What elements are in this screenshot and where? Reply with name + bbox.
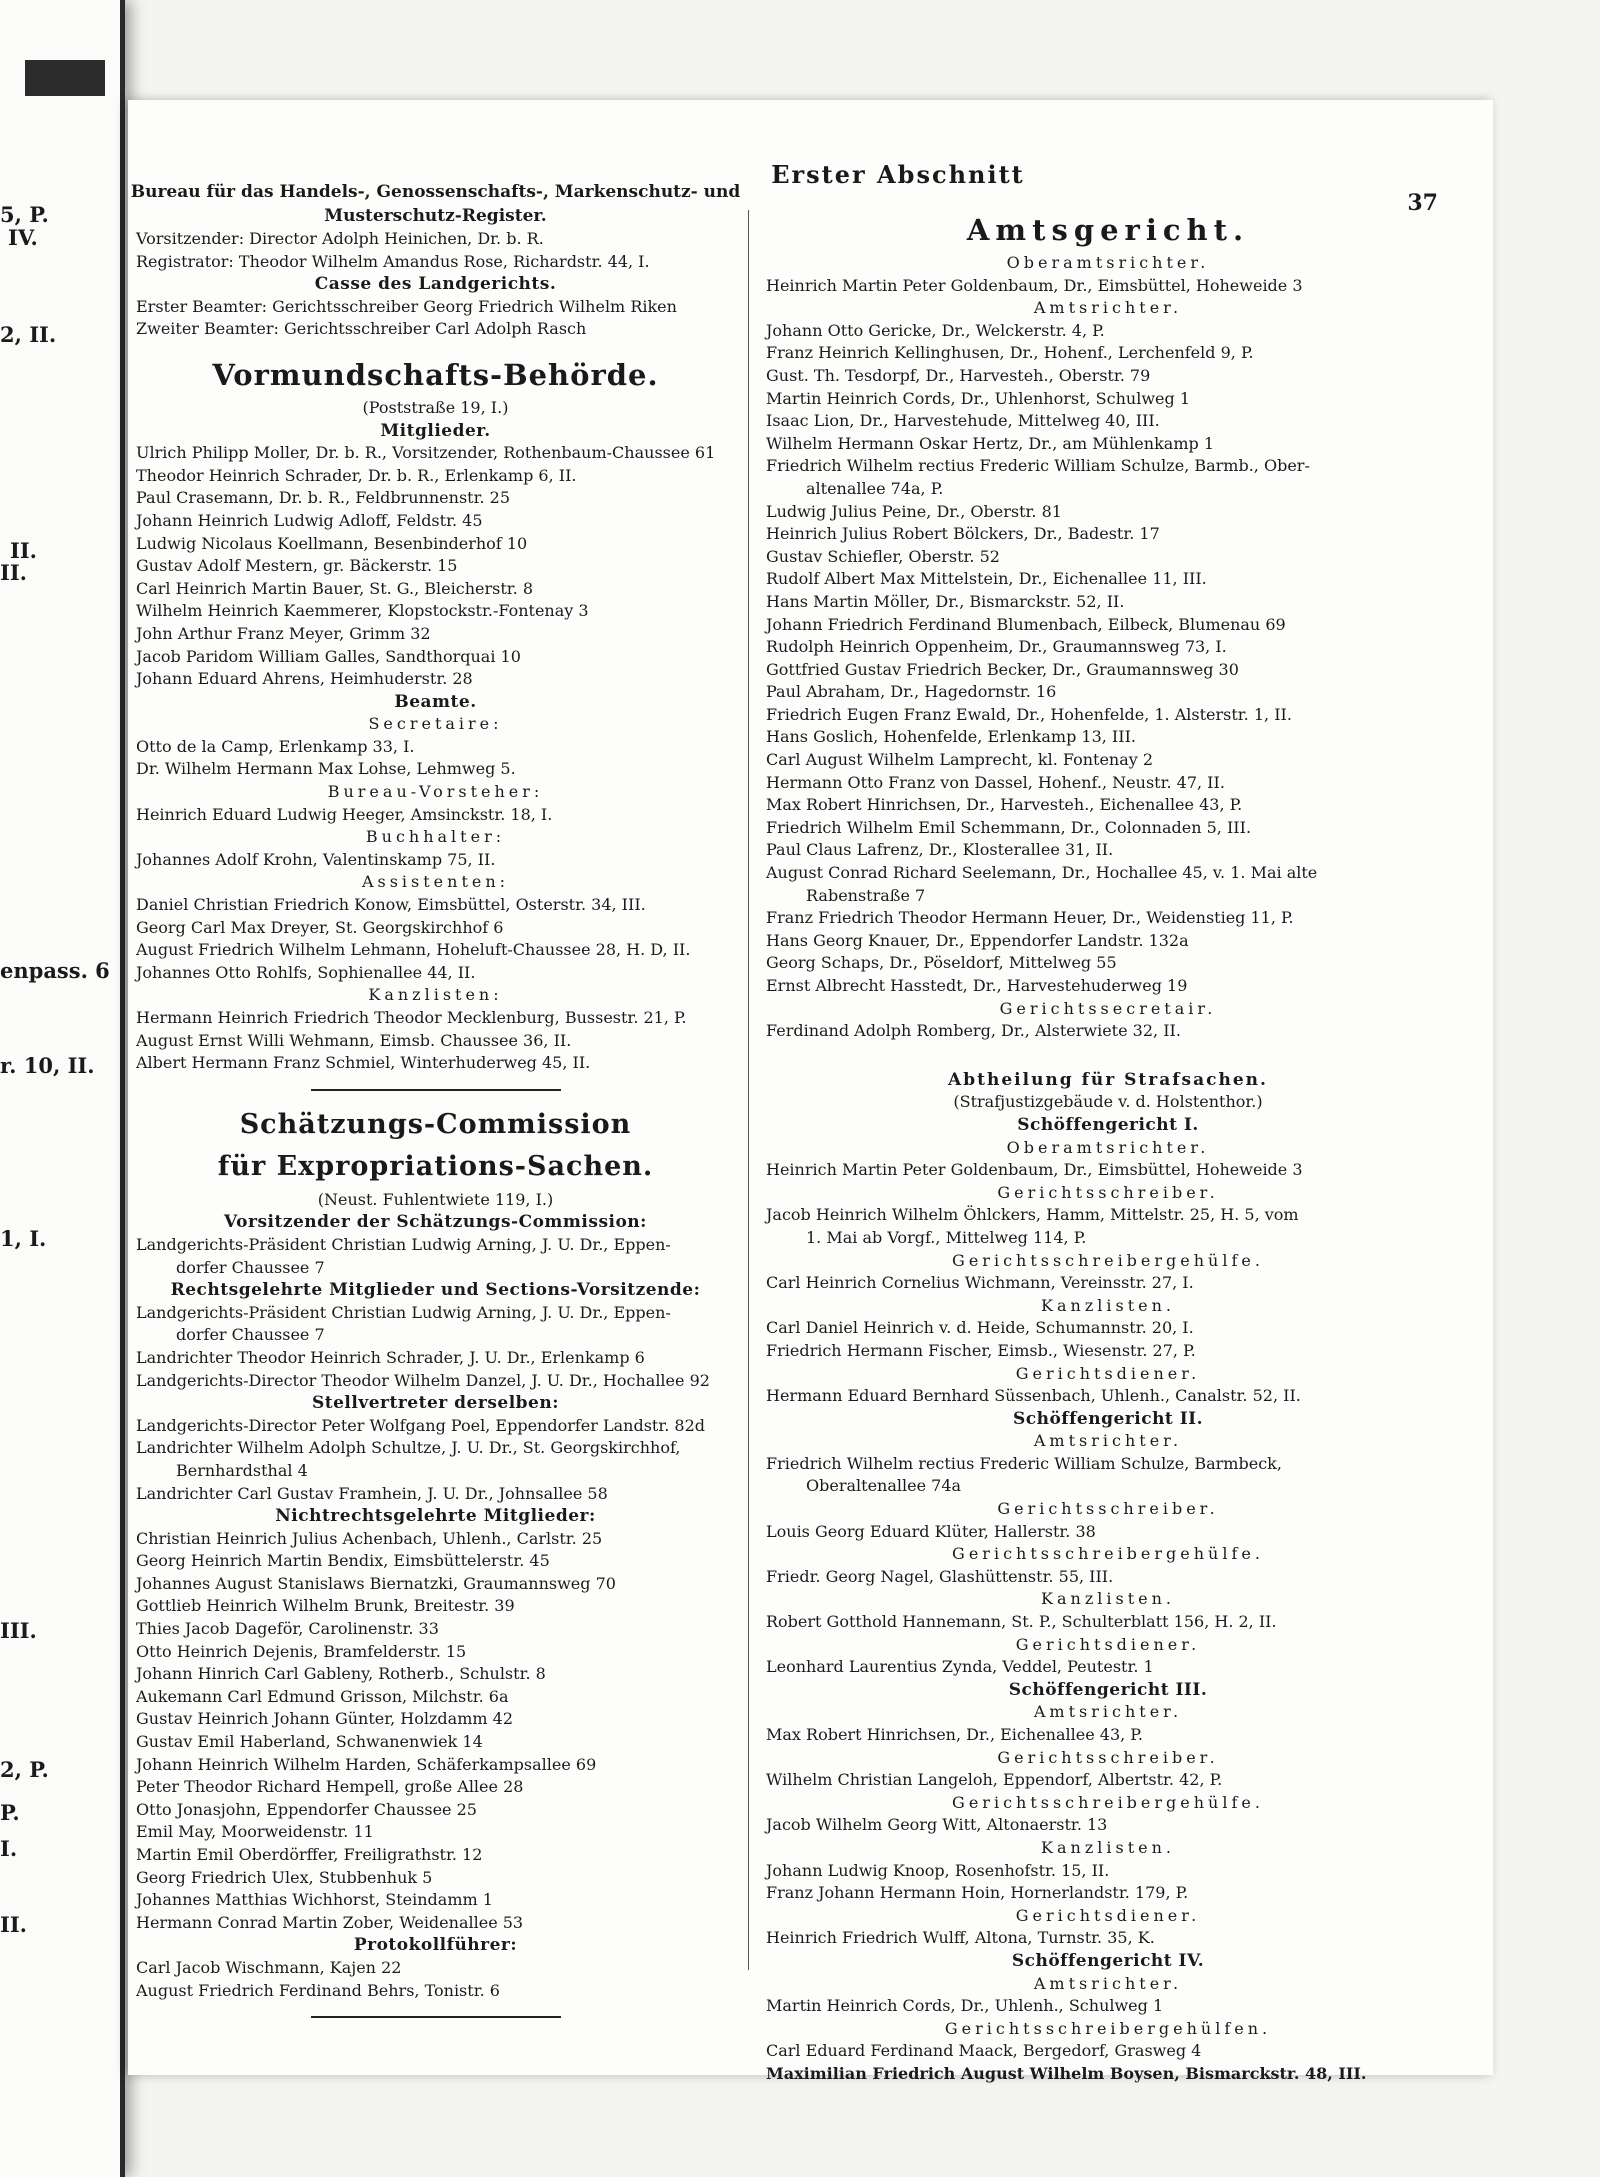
list-item: Wilhelm Christian Langeloh, Eppendorf, Albertstr. 42, P.: [766, 1770, 1223, 1790]
casse-title: Casse des Landgerichts.: [314, 274, 557, 295]
role-title: Amtsrichter.: [1033, 1431, 1183, 1451]
list-item: Landgerichts-Director Peter Wolfgang Poel, Eppendorfer Landstr. 82d: [136, 1415, 706, 1435]
list-item: altenallee 74a, P.: [806, 478, 944, 498]
frag: 2, II.: [0, 322, 57, 347]
list-item: August Friedrich Wilhelm Lehmann, Hoheluft-Chaussee 28, H. D, II.: [136, 940, 691, 960]
list-item: Johann Otto Gericke, Dr., Welckerstr. 4, P.: [766, 320, 1105, 340]
bureau-vorsteher-title: Bureau-Vorsteher:: [327, 782, 544, 802]
list-item: Johann Heinrich Ludwig Adloff, Feldstr. 45: [136, 510, 483, 530]
vors-title: Vorsitzender der Schätzungs-Commission:: [224, 1212, 647, 1233]
schaetzung-title: Schätzungs-Commission: [239, 1108, 632, 1140]
list-item: Gustav Heinrich Johann Günter, Holzdamm 42: [136, 1709, 513, 1729]
vormund-address: (Poststraße 19, I.): [362, 397, 509, 417]
list-item: Friedr. Georg Nagel, Glashüttenstr. 55, III.: [766, 1566, 1114, 1586]
list-item: Friedrich Wilhelm rectius Frederic William Schulze, Barmbeck,: [766, 1453, 1282, 1473]
list-item: Hermann Conrad Martin Zober, Weidenallee 53: [136, 1912, 524, 1932]
role-title: Oberamtsrichter.: [1006, 1137, 1210, 1157]
list-item: August Friedrich Ferdinand Behrs, Tonistr. 6: [136, 1980, 500, 2000]
list-item: Johannes August Stanislaws Biernatzki, Graumannsweg 70: [136, 1573, 616, 1593]
list-item: Johann Friedrich Ferdinand Blumenbach, Eilbeck, Blumenau 69: [766, 614, 1286, 634]
list-item: Peter Theodor Richard Hempell, große Allee 28: [136, 1777, 524, 1797]
list-item: Carl Heinrich Cornelius Wichmann, Vereinsstr. 27, I.: [766, 1273, 1194, 1293]
list-item: Landgerichts-Director Theodor Wilhelm Danzel, J. U. Dr., Hochallee 92: [136, 1370, 710, 1390]
list-item: Max Robert Hinrichsen, Dr., Eichenallee 43, P.: [766, 1725, 1143, 1744]
list-item: Thies Jacob Dageför, Carolinenstr. 33: [136, 1619, 439, 1639]
list-item: Hans Martin Möller, Dr., Bismarckstr. 52, II.: [766, 591, 1125, 611]
list-item: Wilhelm Heinrich Kaemmerer, Klopstockstr.-Fontenay 3: [136, 601, 589, 621]
frag: IV.: [8, 225, 38, 250]
frag: II.: [0, 1912, 27, 1937]
role-title: Gerichtsschreiber.: [997, 1747, 1219, 1767]
bureau-line: Registrator: Theodor Wilhelm Amandus Rose, Richardstr. 44, I.: [136, 251, 650, 271]
list-item: Hermann Eduard Bernhard Süssenbach, Uhlenh., Canalstr. 52, II.: [766, 1386, 1301, 1406]
list-item: Ernst Albrecht Hasstedt, Dr., Harvestehuderweg 19: [766, 976, 1188, 995]
list-item: Martin Emil Oberdörffer, Freiligrathstr. 12: [136, 1845, 483, 1864]
sg3-title: Schöffengericht III.: [1008, 1679, 1208, 1700]
mitglieder-title: Mitglieder.: [380, 420, 491, 441]
list-item: Heinrich Martin Peter Goldenbaum, Dr., Eimsbüttel, Hoheweide 3: [766, 275, 1303, 295]
role-title: Kanzlisten.: [1041, 1589, 1175, 1609]
list-item: Georg Carl Max Dreyer, St. Georgskirchhof 6: [136, 917, 504, 937]
list-item: Jacob Heinrich Wilhelm Öhlckers, Hamm, Mittelstr. 25, H. 5, vom: [766, 1205, 1299, 1225]
list-item: August Conrad Richard Seelemann, Dr., Hochallee 45, v. 1. Mai alte: [766, 863, 1318, 883]
list-item: Johann Heinrich Wilhelm Harden, Schäferkampsallee 69: [136, 1754, 597, 1774]
list-item: 1. Mai ab Vorgf., Mittelweg 114, P.: [806, 1227, 1087, 1247]
list-item: Georg Friedrich Ulex, Stubbenhuk 5: [136, 1867, 433, 1887]
role-title: Kanzlisten.: [1041, 1837, 1175, 1857]
role-title: Gerichtsdiener.: [1015, 1905, 1201, 1925]
rechts-title: Rechtsgelehrte Mitglieder und Sections-Vorsitzende:: [170, 1280, 701, 1301]
role-title: Kanzlisten.: [1041, 1295, 1175, 1315]
role-title: Gerichtsschreibergehülfe.: [952, 1792, 1264, 1812]
list-item: Paul Claus Lafrenz, Dr., Klosterallee 31, II.: [766, 840, 1114, 860]
list-item: Emil May, Moorweidenstr. 11: [136, 1822, 374, 1842]
frag: 2, P.: [0, 1757, 49, 1782]
casse-line: Erster Beamter: Gerichtsschreiber Georg Friedrich Wilhelm Riken: [136, 296, 677, 316]
list-item: Johannes Adolf Krohn, Valentinskamp 75, II.: [136, 849, 496, 869]
list-item: Franz Heinrich Kellinghusen, Dr., Hohenf., Lerchenfeld 9, P.: [766, 343, 1254, 363]
page-number: 37: [1407, 190, 1438, 216]
sg4-title: Schöffengericht IV.: [1011, 1950, 1205, 1971]
role-title: Gerichtsschreiber.: [997, 1182, 1219, 1202]
list-item: Carl Eduard Ferdinand Maack, Bergedorf, Grasweg 4: [766, 2041, 1202, 2061]
list-item: Carl Heinrich Martin Bauer, St. G., Bleicherstr. 8: [136, 578, 533, 598]
role-title: Gerichtsschreiber.: [997, 1499, 1219, 1519]
list-item: Leonhard Laurentius Zynda, Veddel, Peutestr. 1: [766, 1657, 1154, 1677]
schaetzung-title-2: für Expropriations-Sachen.: [217, 1150, 654, 1182]
list-item: Martin Heinrich Cords, Dr., Uhlenh., Schulweg 1: [766, 1996, 1164, 2016]
list-item: Wilhelm Hermann Oskar Hertz, Dr., am Mühlenkamp 1: [766, 433, 1214, 453]
list-item: Hans Georg Knauer, Dr., Eppendorfer Landstr. 132a: [766, 930, 1189, 950]
column-divider: [748, 210, 749, 1970]
list-item: dorfer Chaussee 7: [176, 1325, 325, 1345]
list-item: dorfer Chaussee 7: [176, 1257, 325, 1277]
list-item: Max Robert Hinrichsen, Dr., Harvesteh., Eichenallee 43, P.: [766, 795, 1243, 815]
beamte-title: Beamte.: [394, 691, 477, 712]
list-item: Hans Goslich, Hohenfelde, Erlenkamp 13, III.: [766, 727, 1136, 747]
list-item: Heinrich Friedrich Wulff, Altona, Turnstr. 35, K.: [766, 1928, 1155, 1948]
straf-title: Abtheilung für Strafsachen.: [948, 1069, 1268, 1090]
previous-page-fragments: [0, 0, 118, 2177]
list-item: Otto Jonasjohn, Eppendorfer Chaussee 25: [136, 1799, 477, 1819]
list-item: Robert Gotthold Hannemann, St. P., Schulterblatt 156, H. 2, II.: [766, 1612, 1277, 1632]
list-item: Johann Ludwig Knoop, Rosenhofstr. 15, II.: [766, 1860, 1110, 1880]
buchhalter-title: Buchhalter:: [365, 827, 506, 847]
list-item: Friedrich Eugen Franz Ewald, Dr., Hohenfelde, 1. Alsterstr. 1, II.: [766, 704, 1292, 724]
list-item: Landrichter Carl Gustav Framhein, J. U. Dr., Johnsallee 58: [136, 1483, 608, 1503]
list-item: John Arthur Franz Meyer, Grimm 32: [136, 623, 431, 643]
list-item: Johannes Otto Rohlfs, Sophienallee 44, II.: [136, 962, 476, 982]
list-item: Bernhardsthal 4: [176, 1460, 308, 1480]
list-item: Jacob Wilhelm Georg Witt, Altonaerstr. 13: [766, 1815, 1108, 1835]
list-item: Gustav Adolf Mestern, gr. Bäckerstr. 15: [136, 556, 458, 576]
list-item: Heinrich Julius Robert Bölckers, Dr., Badestr. 17: [766, 524, 1160, 544]
list-item: Louis Georg Eduard Klüter, Hallerstr. 38: [766, 1521, 1096, 1541]
list-item: Gust. Th. Tesdorpf, Dr., Harvesteh., Oberstr. 79: [766, 365, 1151, 385]
list-item: Georg Heinrich Martin Bendix, Eimsbüttelerstr. 45: [136, 1551, 550, 1571]
gerichtssecretair-title: Gerichtssecretair.: [999, 998, 1217, 1018]
frag: II.: [10, 538, 37, 563]
casse-line: Zweiter Beamter: Gerichtsschreiber Carl Adolph Rasch: [136, 319, 587, 339]
list-item: Heinrich Martin Peter Goldenbaum, Dr., Eimsbüttel, Hoheweide 3: [766, 1160, 1303, 1180]
list-item: Oberaltenallee 74a: [806, 1476, 962, 1496]
list-item: Friedrich Wilhelm Emil Schemmann, Dr., Colonnaden 5, III.: [766, 817, 1252, 837]
frag: r. 10, II.: [0, 1053, 95, 1078]
frag: II.: [0, 560, 27, 585]
list-item: Gottlieb Heinrich Wilhelm Brunk, Breitestr. 39: [136, 1596, 515, 1616]
list-item: Ferdinand Adolph Romberg, Dr., Alsterwiete 32, II.: [766, 1021, 1181, 1041]
frag: 1, I.: [0, 1226, 47, 1251]
list-item: Hermann Heinrich Friedrich Theodor Mecklenburg, Bussestr. 21, P.: [136, 1008, 687, 1027]
list-item: Paul Crasemann, Dr. b. R., Feldbrunnenstr. 25: [136, 488, 510, 508]
role-title: Gerichtsschreibergehülfe.: [952, 1250, 1264, 1270]
list-item: Friedrich Hermann Fischer, Eimsb., Wiesenstr. 27, P.: [766, 1340, 1196, 1360]
list-item: Landrichter Theodor Heinrich Schrader, J. U. Dr., Erlenkamp 6: [136, 1347, 645, 1367]
amtsrichter-title: Amtsrichter.: [1033, 298, 1183, 318]
right-column: [758, 200, 1458, 2086]
list-item: Dr. Wilhelm Hermann Max Lohse, Lehmweg 5.: [136, 759, 516, 779]
list-item: Johannes Matthias Wichhorst, Steindamm 1: [136, 1890, 493, 1910]
list-item: Rudolph Heinrich Oppenheim, Dr., Graumannsweg 73, I.: [766, 637, 1227, 657]
amtsgericht-title: Amtsgericht.: [966, 213, 1250, 247]
list-item: Rudolf Albert Max Mittelstein, Dr., Eichenallee 11, III.: [766, 569, 1207, 589]
role-title: Amtsrichter.: [1033, 1702, 1183, 1722]
role-title: Gerichtsschreibergehülfen.: [944, 2018, 1272, 2038]
list-item: Landgerichts-Präsident Christian Ludwig Arning, J. U. Dr., Eppen-: [136, 1302, 671, 1322]
list-item: Otto Heinrich Dejenis, Bramfelderstr. 15: [136, 1641, 467, 1661]
list-item: August Ernst Willi Wehmann, Eimsb. Chaussee 36, II.: [136, 1030, 572, 1050]
frag: P.: [0, 1800, 20, 1825]
bureau-line: Vorsitzender: Director Adolph Heinichen, Dr. b. R.: [136, 229, 544, 248]
oberamtsrichter-title: Oberamtsrichter.: [1006, 253, 1210, 272]
list-item: Johann Eduard Ahrens, Heimhuderstr. 28: [136, 669, 473, 689]
directory-page: [128, 100, 1493, 2083]
list-item: Landgerichts-Präsident Christian Ludwig Arning, J. U. Dr., Eppen-: [136, 1234, 671, 1254]
list-item: Gottfried Gustav Friedrich Becker, Dr., Graumannsweg 30: [766, 659, 1239, 679]
list-item: Ulrich Philipp Moller, Dr. b. R., Vorsitzender, Rothenbaum-Chaussee 61: [136, 443, 716, 463]
proto-title: Protokollführer:: [353, 1935, 518, 1956]
list-item: Friedrich Wilhelm rectius Frederic William Schulze, Barmb., Ober-: [766, 456, 1310, 476]
stellv-title: Stellvertreter derselben:: [311, 1393, 560, 1414]
list-item: Franz Johann Hermann Hoin, Hornerlandstr. 179, P.: [766, 1883, 1189, 1903]
sg1-title: Schöffengericht I.: [1017, 1114, 1199, 1135]
section-rule: [311, 2016, 561, 2018]
list-item: Christian Heinrich Julius Achenbach, Uhlenh., Carlstr. 25: [136, 1528, 603, 1548]
nicht-title: Nichtrechtsgelehrte Mitglieder:: [275, 1506, 596, 1527]
section-header: Erster Abschnitt: [771, 160, 1025, 189]
list-item: Heinrich Eduard Ludwig Heeger, Amsinckstr. 18, I.: [136, 804, 553, 824]
list-item: Franz Friedrich Theodor Hermann Heuer, Dr., Weidenstieg 11, P.: [766, 908, 1294, 928]
frag: enpass. 6: [0, 958, 110, 983]
assistenten-title: Assistenten:: [361, 872, 510, 892]
secretaire-title: Secretaire:: [368, 714, 503, 734]
list-item: Gustav Emil Haberland, Schwanenwiek 14: [136, 1732, 483, 1752]
sg2-title: Schöffengericht II.: [1012, 1408, 1204, 1429]
list-item: Paul Abraham, Dr., Hagedornstr. 16: [766, 682, 1057, 702]
list-item: Albert Hermann Franz Schmiel, Winterhuderweg 45, II.: [136, 1053, 591, 1073]
list-item: Gustav Schiefler, Oberstr. 52: [766, 546, 1000, 566]
role-title: Gerichtsschreibergehülfe.: [952, 1544, 1264, 1564]
straf-address: (Strafjustizgebäude v. d. Holstenthor.): [953, 1092, 1263, 1112]
section-rule: [311, 1089, 561, 1091]
schaetzung-address: (Neust. Fuhlentwiete 119, I.): [317, 1189, 554, 1209]
list-item: Rabenstraße 7: [806, 885, 926, 905]
left-column: [128, 180, 743, 2032]
list-item: Jacob Paridom William Galles, Sandthorquai 10: [136, 646, 521, 666]
bureau-title: Bureau für das Handels-, Genossenschafts-, Markenschutz- und Musterschutz-Register.: [130, 182, 741, 226]
list-item: Isaac Lion, Dr., Harvestehude, Mittelweg 40, III.: [766, 411, 1160, 431]
list-item: Georg Schaps, Dr., Pöseldorf, Mittelweg 55: [766, 953, 1117, 973]
frag: III.: [0, 1618, 37, 1643]
role-title: Gerichtsdiener.: [1015, 1363, 1201, 1383]
role-title: Gerichtsdiener.: [1015, 1634, 1201, 1654]
kanzlisten-title: Kanzlisten:: [368, 985, 503, 1005]
list-item: Daniel Christian Friedrich Konow, Eimsbüttel, Osterstr. 34, III.: [136, 895, 646, 915]
list-item: Ludwig Julius Peine, Dr., Oberstr. 81: [766, 501, 1062, 521]
list-item: Theodor Heinrich Schrader, Dr. b. R., Erlenkamp 6, II.: [136, 465, 577, 485]
list-item: Carl Jacob Wischmann, Kajen 22: [136, 1957, 402, 1977]
list-item: Maximilian Friedrich August Wilhelm Boysen, Bismarckstr. 48, III.: [766, 2063, 1367, 2083]
list-item: Aukemann Carl Edmund Grisson, Milchstr. 6a: [136, 1686, 509, 1706]
role-title: Amtsrichter.: [1033, 1973, 1183, 1993]
list-item: Johann Hinrich Carl Gableny, Rotherb., Schulstr. 8: [136, 1664, 546, 1684]
frag: I.: [0, 1836, 18, 1861]
frag: 5, P.: [0, 202, 49, 227]
list-item: Otto de la Camp, Erlenkamp 33, I.: [136, 736, 415, 756]
list-item: Ludwig Nicolaus Koellmann, Besenbinderhof 10: [136, 533, 528, 553]
list-item: Martin Heinrich Cords, Dr., Uhlenhorst, Schulweg 1: [766, 388, 1190, 408]
list-item: Carl August Wilhelm Lamprecht, kl. Fontenay 2: [766, 750, 1154, 770]
list-item: Hermann Otto Franz von Dassel, Hohenf., Neustr. 47, II.: [766, 772, 1225, 792]
vormund-title: Vormundschafts-Behörde.: [212, 357, 659, 392]
list-item: Landrichter Wilhelm Adolph Schultze, J. U. Dr., St. Georgskirchhof,: [136, 1438, 681, 1458]
list-item: Carl Daniel Heinrich v. d. Heide, Schumannstr. 20, I.: [766, 1318, 1194, 1338]
